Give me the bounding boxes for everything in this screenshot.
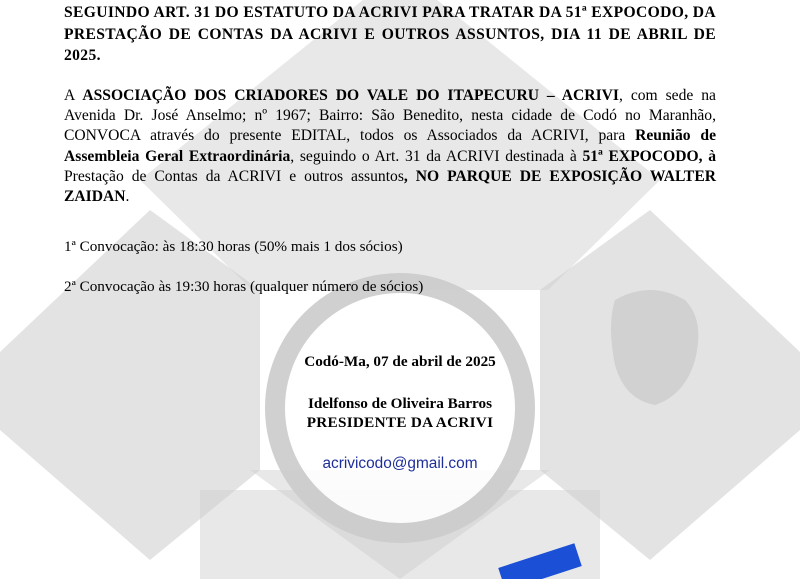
association-name: ASSOCIAÇÃO DOS CRIADORES DO VALE DO ITAPECURU – ACRIVI [82,87,619,104]
convocation-paragraph [64,86,716,207]
signatory-name: Idelfonso de Oliveira Barros [307,395,493,412]
paragraph-intro: A [64,87,83,104]
place-date: Codó-Ma, 07 de abril de 2025 [304,353,496,370]
meeting-location: , NO PARQUE DE EXPOSIÇÃO WALTER ZAIDAN [64,167,716,206]
meeting-type: Reunião de Assembleia Geral Extraordinária [64,127,716,165]
edital-heading: SEGUINDO ART. 31 DO ESTATUTO DA ACRIVI PARA TRATAR DA 51ª EXPOCODO, DA PRESTAÇÃO DE CONTAS DA ACRIVI E OUTROS ASSUNTOS, DIA 11 DE ABRIL DE 2025. [64,4,716,64]
contact-email: acrivicodo@gmail.com [322,455,478,472]
paragraph-agenda: Prestação de Contas da ACRIVI e outros assuntos [64,167,404,185]
paragraph-address: , com sede na Avenida Dr. José Anselmo; nº 1967; Bairro: São Benedito, nesta cidade de Codó no Maranhão, CONVOCA através do presente EDITAL, todos os Associados da ACRIVI, para [64,87,716,145]
paragraph-article: , seguindo o Art. 31 da ACRIVI destinada à [290,147,583,165]
first-call: 1ª Convocação: às 18:30 horas (50% mais 1 dos sócios) [64,238,403,255]
second-call: 2ª Convocação às 19:30 horas (qualquer número de sócios) [64,278,424,295]
signatory-title: PRESIDENTE DA ACRIVI [306,414,494,431]
paragraph-end: . [125,188,130,206]
event-name: 51ª EXPOCODO, à [582,147,716,165]
